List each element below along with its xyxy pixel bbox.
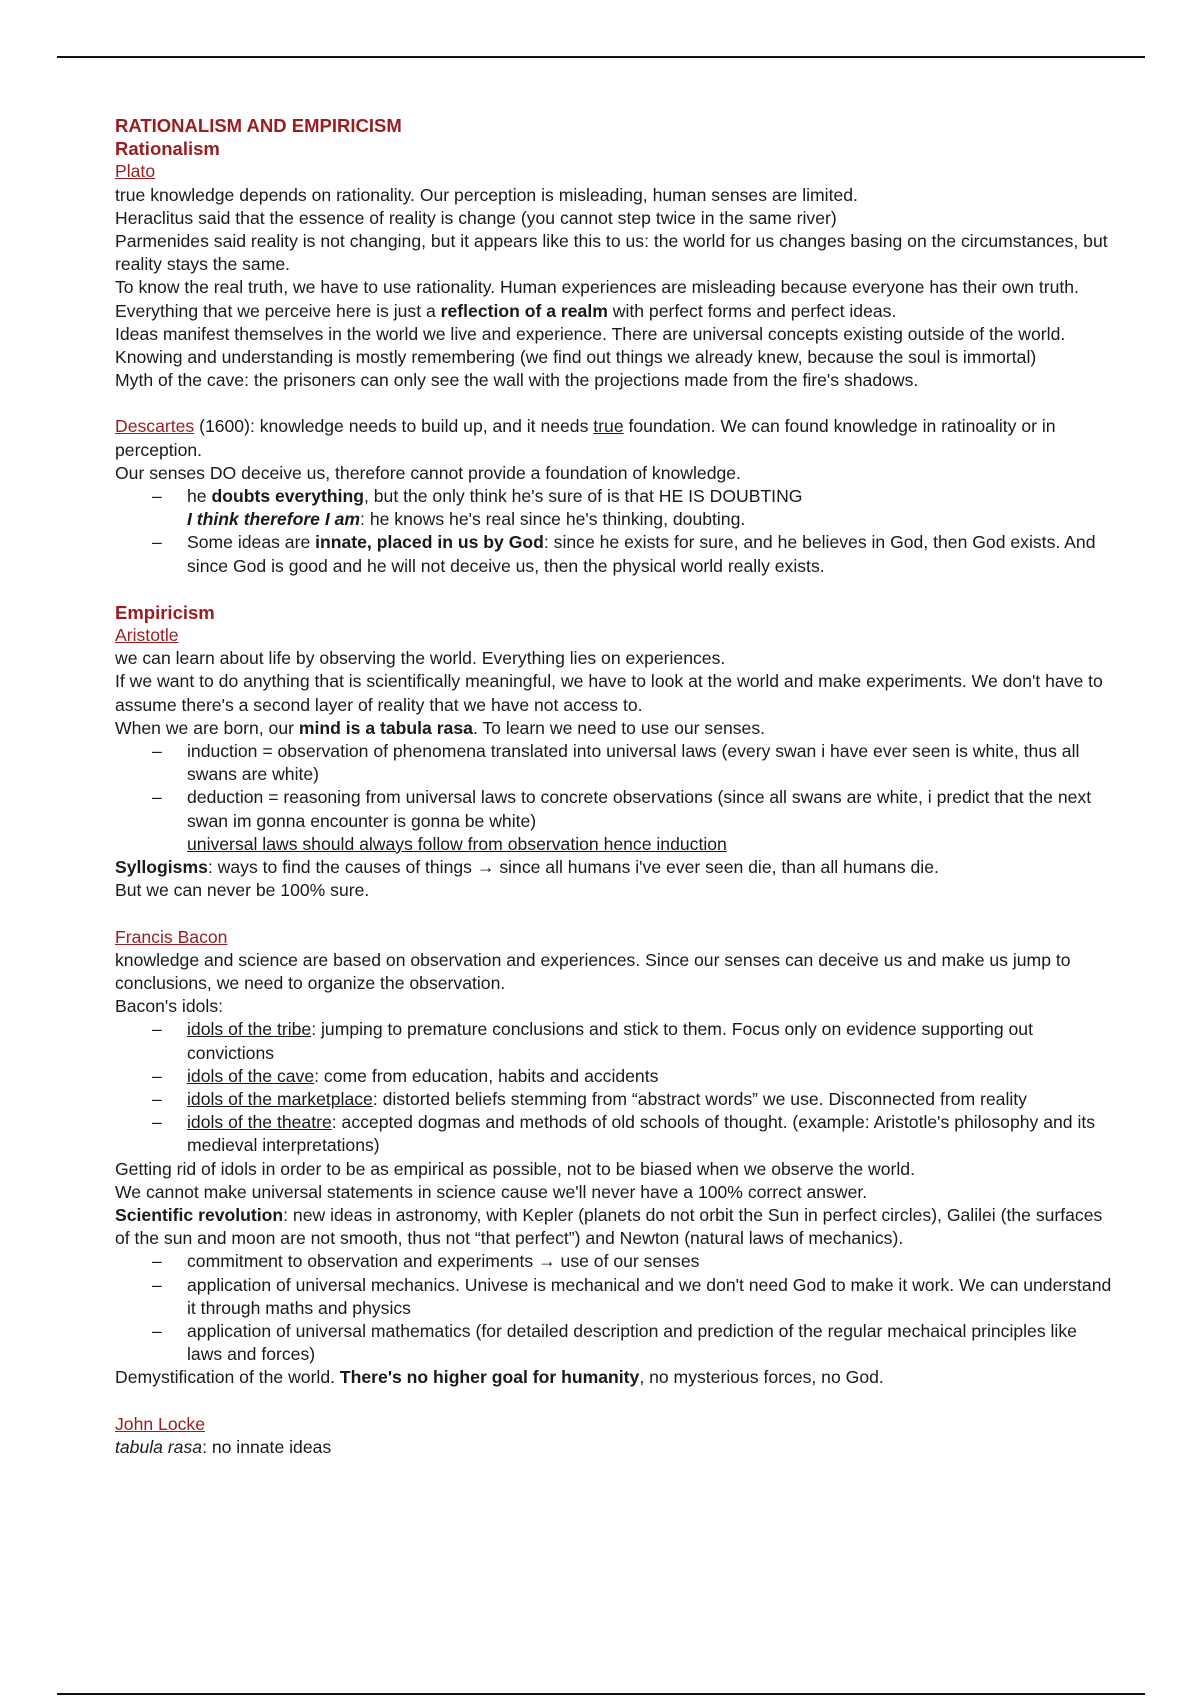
philosopher-plato[interactable]: Plato	[115, 161, 156, 182]
document-body	[115, 114, 1115, 1459]
document-title: RATIONALISM AND EMPIRICISM	[115, 115, 402, 136]
paragraph: we can learn about life by observing the world. Everything lies on experiences.	[115, 648, 726, 669]
paragraph: knowledge and science are based on observation and experiences. Since our senses can deceive us and make us jump to conclusions, we need to organize the observation.	[115, 949, 1071, 993]
paragraph: Parmenides said reality is not changing, but it appears like this to us: the world for us changes basing on the circumstances, but reality stays the same.	[115, 231, 1108, 275]
paragraph: Heraclitus said that the essence of reality is change (you cannot step twice in the same river)	[115, 207, 837, 228]
idols-list	[115, 1018, 1115, 1157]
list-item: – induction = observation of phenomena translated into universal laws (every swan i have ever seen is white, thus all swans are white)	[115, 740, 1115, 786]
bullet-list	[115, 485, 1115, 578]
philosopher-descartes[interactable]: Descartes	[115, 416, 195, 437]
paragraph: Syllogisms: ways to find the causes of things → since all humans i've ever seen die, than all humans die.	[115, 857, 939, 878]
philosopher-aristotle[interactable]: Aristotle	[115, 625, 179, 646]
paragraph: To know the real truth, we have to use rationality. Human experiences are misleading because everyone has their own truth.	[115, 277, 1079, 298]
underlined-note: universal laws should always follow from observation hence induction	[187, 833, 727, 854]
paragraph: Everything that we perceive here is just a reflection of a realm with perfect forms and perfect ideas.	[115, 300, 897, 321]
paragraph: Scientific revolution: new ideas in astronomy, with Kepler (planets do not orbit the Sun in perfect circles), Galilei (the surfaces of the sun and moon are not smooth, thus not “that perfect”) and Newton (natural laws of mechanics).	[115, 1204, 1103, 1249]
paragraph: Ideas manifest themselves in the world we live and experience. There are universal concepts existing outside of the world. Knowing and understanding is mostly remembering (we find out things we already knew, because the soul is immortal)	[115, 323, 1066, 368]
paragraph: Bacon's idols:	[115, 996, 224, 1017]
philosopher-locke[interactable]: John Locke	[115, 1413, 205, 1434]
list-item: – he doubts everything, but the only think he's sure of is that HE IS DOUBTING I think therefore I am: he knows he's real since he's thinking, doubting.	[115, 485, 1115, 531]
paragraph: Getting rid of idols in order to be as empirical as possible, not to be biased when we observe the world.	[115, 1158, 915, 1179]
list-item: – idols of the marketplace: distorted beliefs stemming from “abstract words” we use. Disconnected from reality	[115, 1088, 1115, 1111]
list-item: – application of universal mechanics. Univese is mechanical and we don't need God to make it work. We can understand it through maths and physics	[115, 1274, 1115, 1320]
list-item: – commitment to observation and experiments → use of our senses	[115, 1250, 1115, 1273]
paragraph: Demystification of the world. There's no higher goal for humanity, no mysterious forces, no God.	[115, 1367, 884, 1388]
paragraph: Myth of the cave: the prisoners can only see the wall with the projections made from the fire's shadows.	[115, 370, 919, 391]
paragraph: When we are born, our mind is a tabula rasa. To learn we need to use our senses.	[115, 717, 766, 738]
bottom-rule	[57, 1693, 1145, 1695]
paragraph: But we can never be 100% sure.	[115, 880, 370, 901]
list-item: – deduction = reasoning from universal laws to concrete observations (since all swans are white, i predict that the next swan im gonna encounter is gonna be white)	[115, 786, 1115, 832]
list-item: – application of universal mathematics (for detailed description and prediction of the regular mechaical principles like laws and forces)	[115, 1320, 1115, 1366]
philosopher-bacon[interactable]: Francis Bacon	[115, 926, 228, 947]
section-heading-rationalism: Rationalism	[115, 138, 220, 160]
paragraph: If we want to do anything that is scientifically meaningful, we have to look at the world and make experiments. We don't have to assume there's a second layer of reality that we have not access to.	[115, 671, 1103, 715]
paragraph: tabula rasa: no innate ideas	[115, 1436, 332, 1457]
bullet-list	[115, 1250, 1115, 1366]
list-item: – idols of the cave: come from education, habits and accidents	[115, 1065, 1115, 1088]
list-item: – idols of the tribe: jumping to premature conclusions and stick to them. Focus only on evidence supporting out convictions	[115, 1018, 1115, 1064]
bullet-list	[115, 740, 1115, 833]
section-heading-empiricism: Empiricism	[115, 601, 215, 623]
paragraph: Our senses DO deceive us, therefore cannot provide a foundation of knowledge.	[115, 462, 741, 483]
paragraph: Descartes (1600): knowledge needs to build up, and it needs true foundation. We can found knowledge in ratinoality or in perception.	[115, 416, 1056, 460]
list-item: – Some ideas are innate, placed in us by God: since he exists for sure, and he believes in God, then God exists. And since God is good and he will not deceive us, then the physical world really exists.	[115, 531, 1115, 577]
paragraph: We cannot make universal statements in science cause we'll never have a 100% correct answer.	[115, 1181, 868, 1202]
paragraph: true knowledge depends on rationality. Our perception is misleading, human senses are limited.	[115, 184, 858, 205]
top-rule	[57, 56, 1145, 58]
list-item: – idols of the theatre: accepted dogmas and methods of old schools of thought. (example: Aristotle's philosophy and its medieval interpretations)	[115, 1111, 1115, 1157]
